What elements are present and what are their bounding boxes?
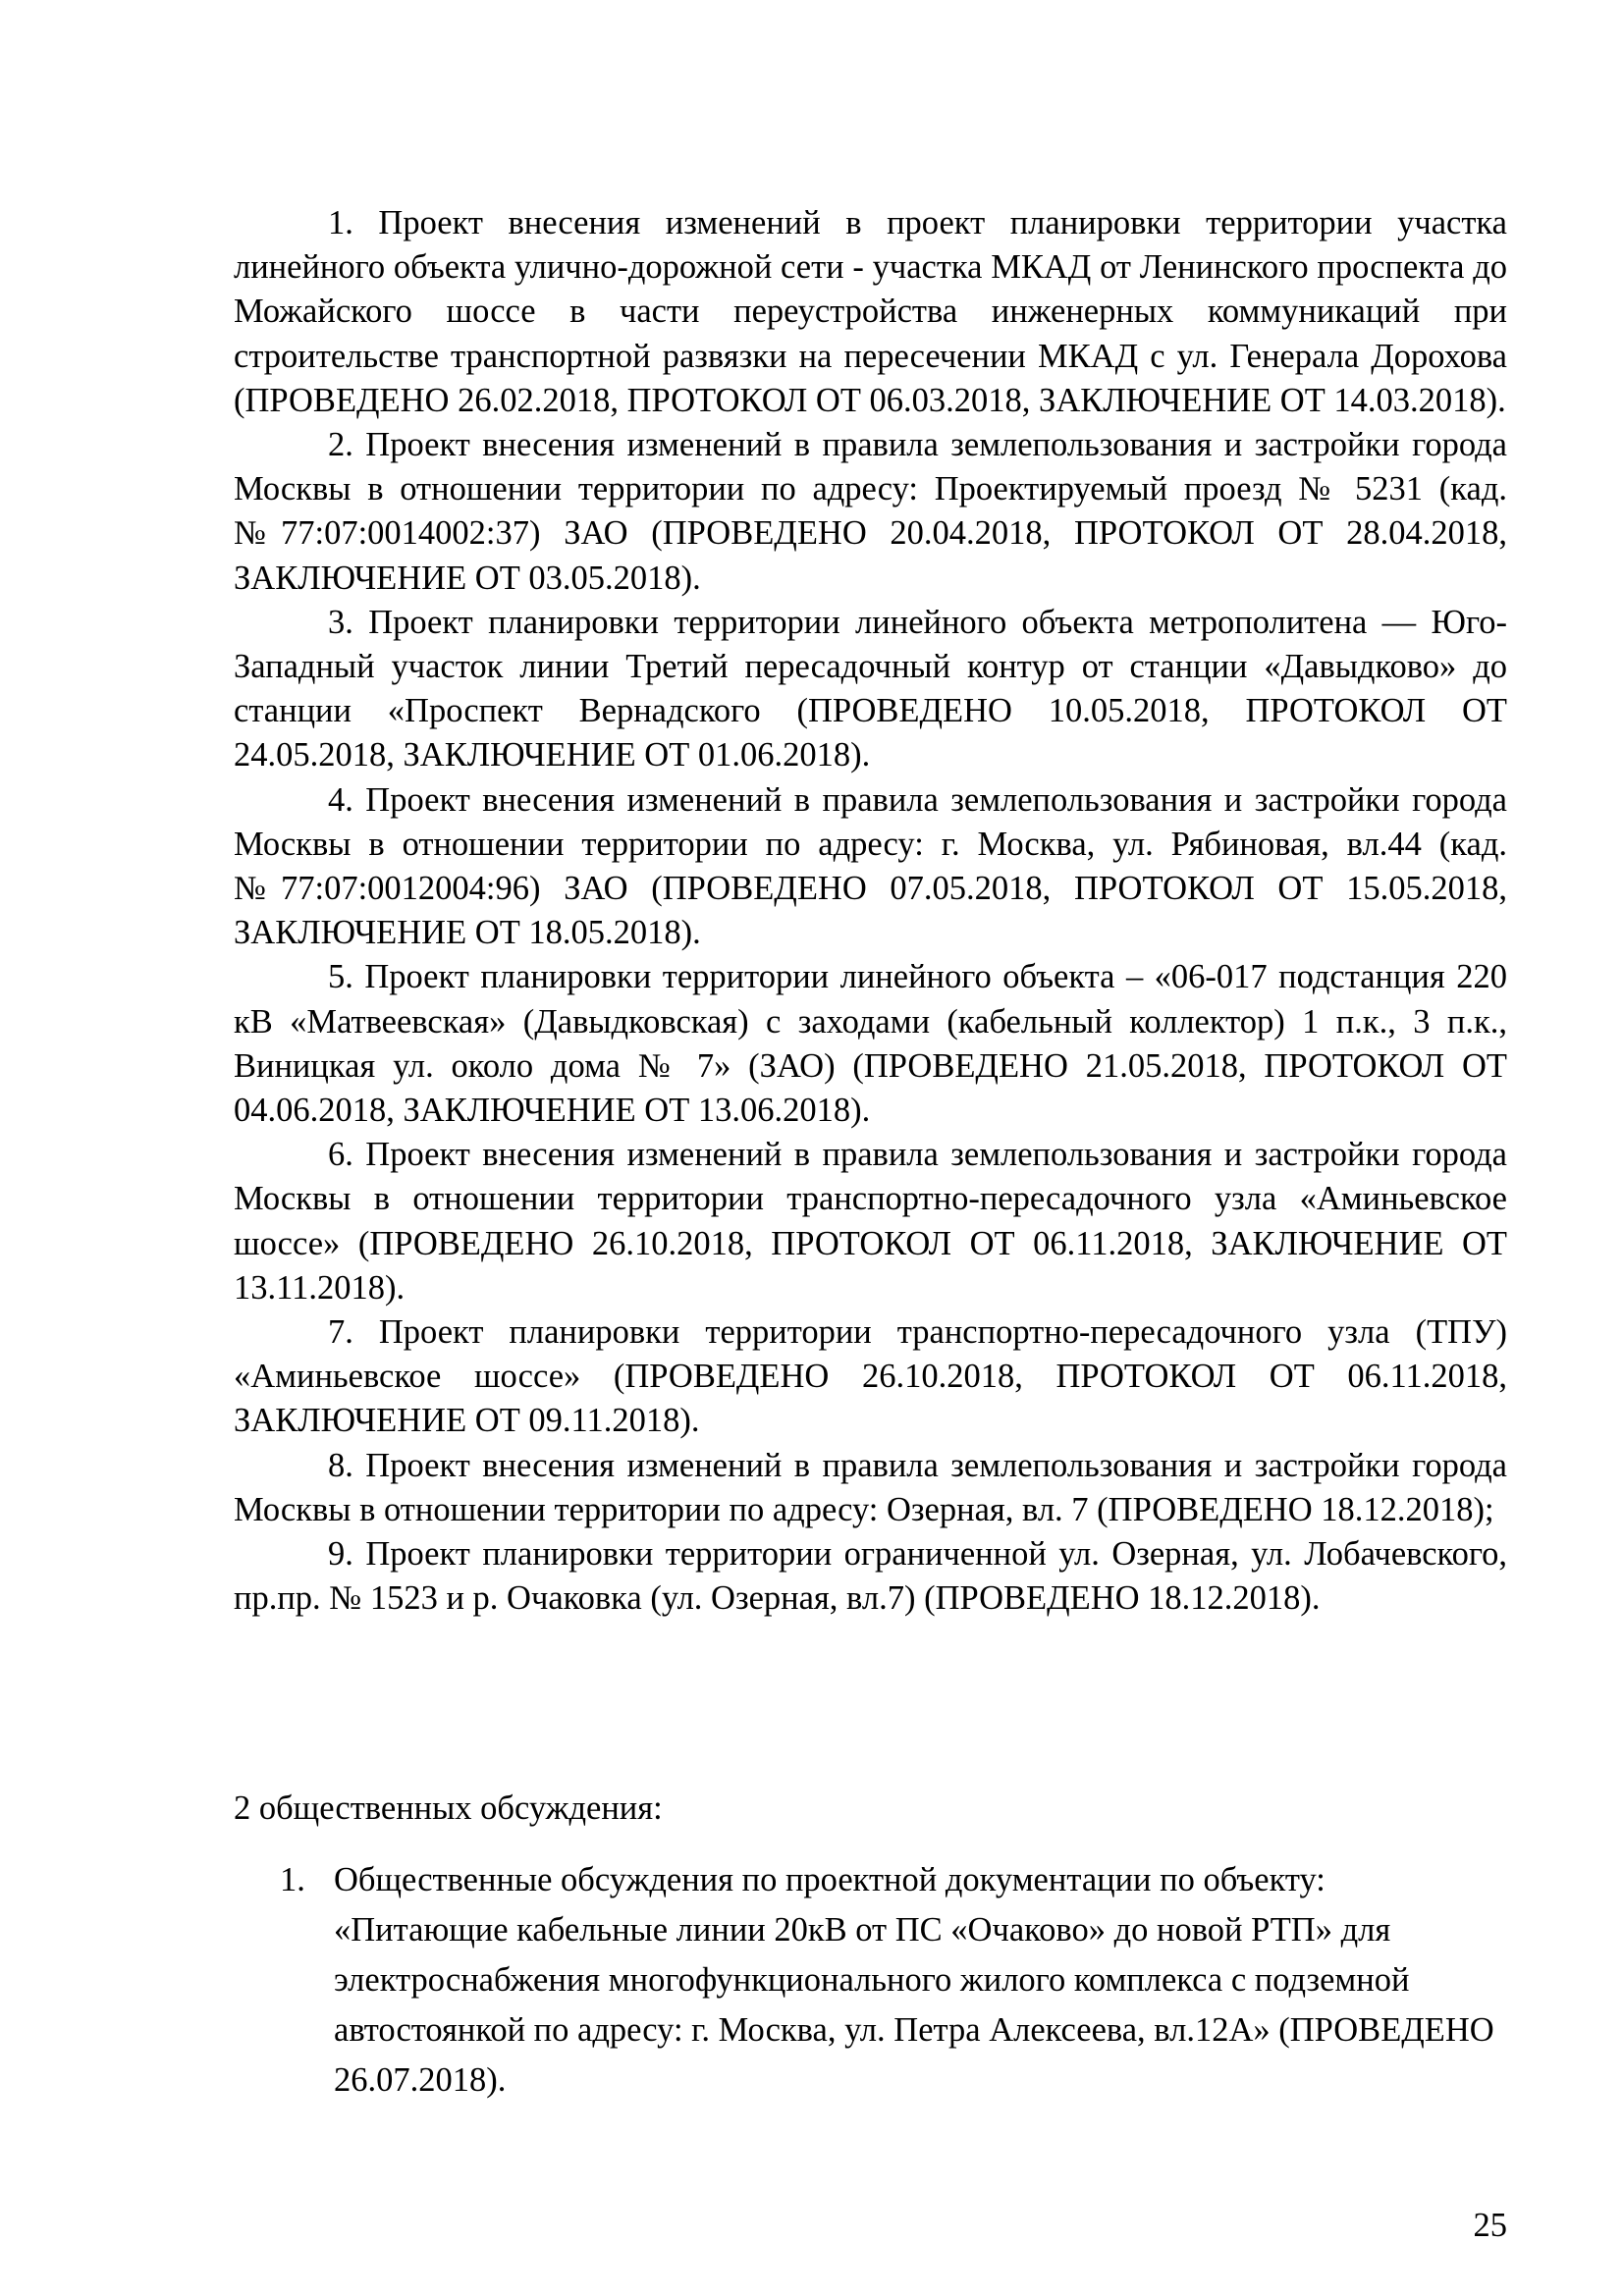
- paragraph-5: 5. Проект планировки территории линейного объекта – «06-017 подстанция 220 кВ «Матвеевская» (Давыдковская) с заходами (кабельный коллектор) 1 п.к., 3 п.к., Виницкая ул. около дома № 7» (ЗАО) (ПРОВЕДЕНО 21.05.2018, ПРОТОКОЛ ОТ 04.06.2018, ЗАКЛЮЧЕНИЕ ОТ 13.06.2018).: [234, 958, 1507, 1130]
- list-item-text: Общественные обсуждения по проектной документации по объекту: «Питающие кабельные линии 20кВ от ПС «Очаково» до новой РТП» для электроснабжения многофункционального жилого комплекса с подземной автостоянкой по адресу: г. Москва, ул. Петра Алексеева, вл.12А» (ПРОВЕДЕНО 26.07.2018).: [334, 1861, 1494, 2099]
- paragraph-1: 1. Проект внесения изменений в проект планировки территории участка линейного объекта улично-дорожной сети - участка МКАД от Ленинского проспекта до Можайского шоссе в части переустройства инженерных коммуникаций при строительстве транспортной развязки на пересечении МКАД с ул. Генерала Дорохова (ПРОВЕДЕНО 26.02.2018, ПРОТОКОЛ ОТ 06.03.2018, ЗАКЛЮЧЕНИЕ ОТ 14.03.2018).: [234, 204, 1507, 419]
- paragraph-3: 3. Проект планировки территории линейного объекта метрополитена — Юго-Западный участок линии Третий пересадочный контур от станции «Давыдково» до станции «Проспект Вернадского (ПРОВЕДЕНО 10.05.2018, ПРОТОКОЛ ОТ 24.05.2018, ЗАКЛЮЧЕНИЕ ОТ 01.06.2018).: [234, 603, 1507, 774]
- paragraph-2: 2. Проект внесения изменений в правила землепользования и застройки города Москвы в отношении территории по адресу: Проектируемый проезд № 5231 (кад. №77:07:0014002:37) ЗАО (ПРОВЕДЕНО 20.04.2018, ПРОТОКОЛ ОТ 28.04.2018, ЗАКЛЮЧЕНИЕ ОТ 03.05.2018).: [234, 426, 1507, 597]
- paragraph-8: 8. Проект внесения изменений в правила землепользования и застройки города Москвы в отношении территории по адресу: Озерная, вл. 7 (ПРОВЕДЕНО 18.12.2018);: [234, 1446, 1507, 1528]
- paragraph-9: 9. Проект планировки территории ограниченной ул. Озерная, ул. Лобачевского, пр.пр. № 1523 и р. Очаковка (ул. Озерная, вл.7) (ПРОВЕДЕНО 18.12.2018).: [234, 1535, 1507, 1618]
- section-heading: 2 общественных обсуждения:: [234, 1789, 663, 1827]
- paragraph-6: 6. Проект внесения изменений в правила землепользования и застройки города Москвы в отношении территории транспортно-пересадочного узла «Аминьевское шоссе» (ПРОВЕДЕНО 26.10.2018, ПРОТОКОЛ ОТ 06.11.2018, ЗАКЛЮЧЕНИЕ ОТ 13.11.2018).: [234, 1136, 1507, 1307]
- paragraph-4: 4. Проект внесения изменений в правила землепользования и застройки города Москвы в отношении территории по адресу: г. Москва, ул. Рябиновая, вл.44 (кад. №77:07:0012004:96) ЗАО (ПРОВЕДЕНО 07.05.2018, ПРОТОКОЛ ОТ 15.05.2018, ЗАКЛЮЧЕНИЕ ОТ 18.05.2018).: [234, 780, 1507, 952]
- list-item-number: 1.: [280, 1861, 305, 1898]
- paragraph-7: 7. Проект планировки территории транспортно-пересадочного узла (ТПУ) «Аминьевское шоссе» (ПРОВЕДЕНО 26.10.2018, ПРОТОКОЛ ОТ 06.11.2018, ЗАКЛЮЧЕНИЕ ОТ 09.11.2018).: [234, 1313, 1507, 1440]
- numbered-paragraphs: [234, 201, 1507, 1622]
- list-item: [280, 1855, 1507, 2106]
- page-number: 25: [1473, 2207, 1507, 2244]
